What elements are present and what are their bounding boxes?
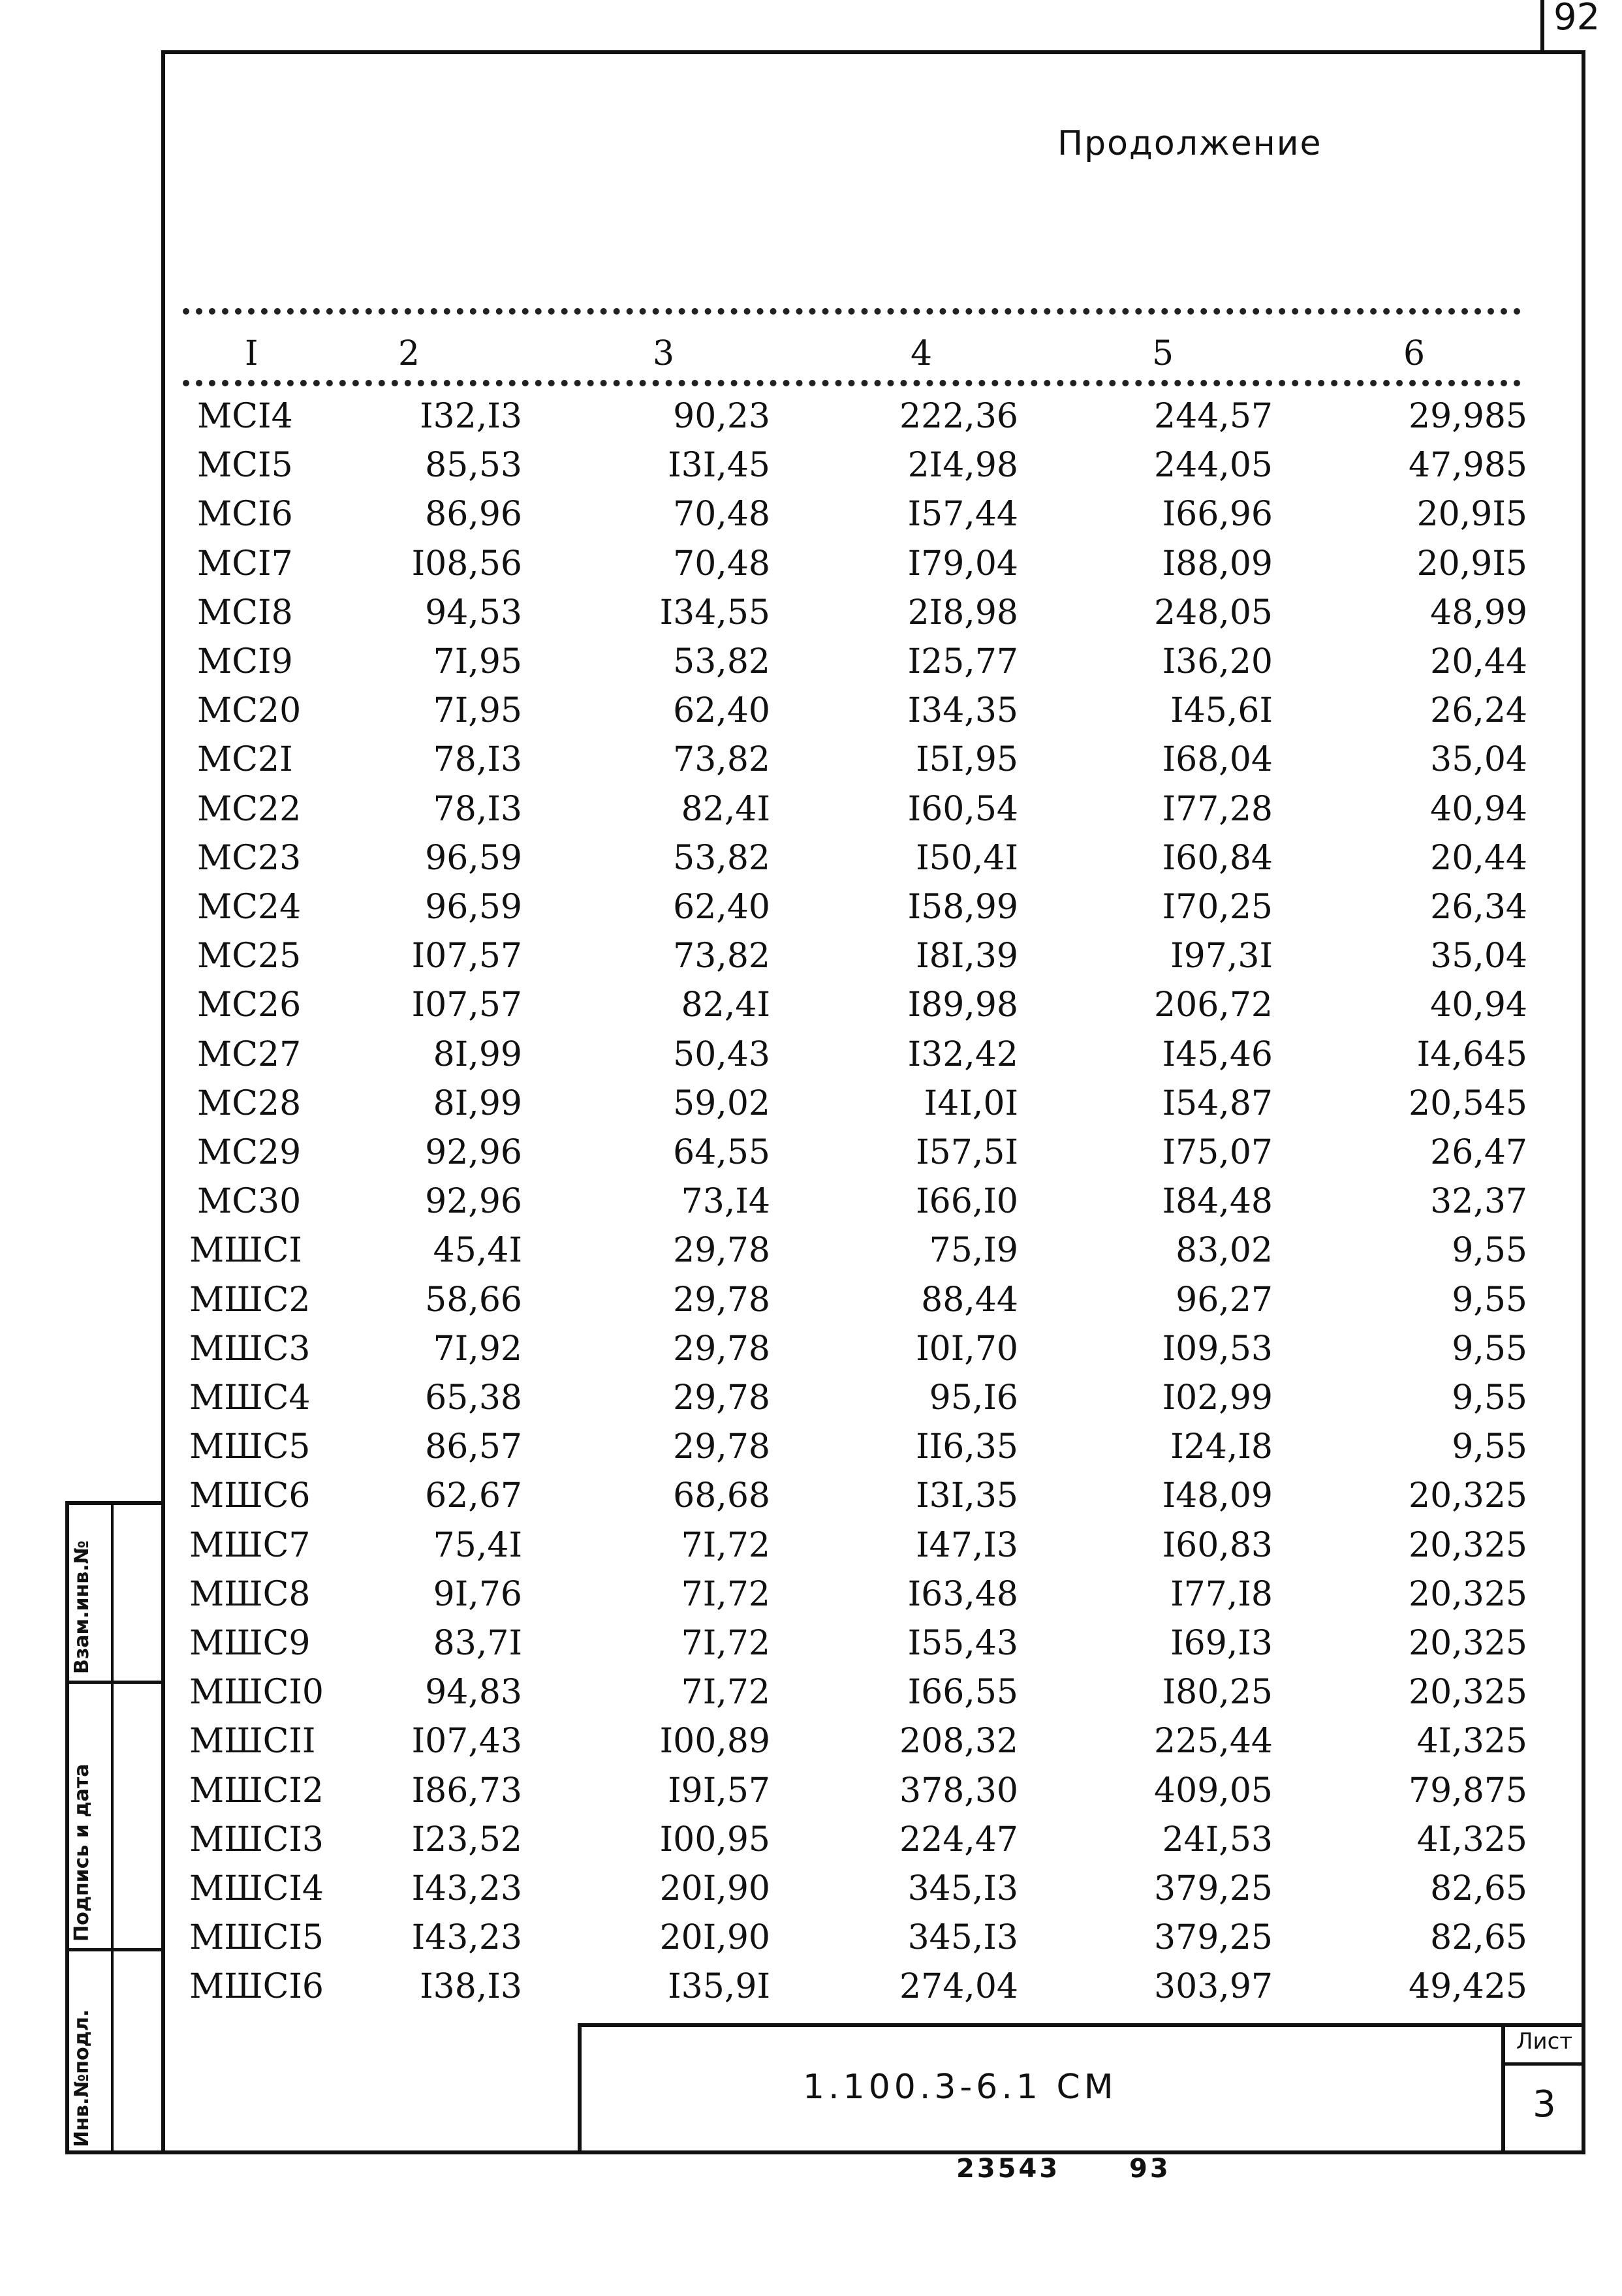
table-cell: 59,02 [673,1083,770,1123]
table-cell: I60,83 [1162,1525,1273,1565]
table-cell: 7I,72 [681,1624,770,1663]
row-mark: MCI7 [197,544,293,583]
row-mark: MCI5 [197,446,293,486]
document-code: 1.100.3-6.1 СМ [803,2068,1117,2107]
table-cell: 32,37 [1430,1182,1527,1222]
table-cell: 20,44 [1430,642,1527,681]
table-cell: 224,47 [899,1820,1018,1859]
table-cell: 96,59 [425,838,522,878]
table-cell: I4I,0I [924,1083,1018,1123]
table-cell: 70,48 [673,544,770,583]
table-cell: I25,77 [907,642,1018,681]
table-cell: I57,44 [907,495,1018,535]
row-mark: MC29 [197,1133,302,1172]
row-mark: MCI8 [197,593,293,632]
header-dotted-rule-bottom [183,380,1521,386]
row-mark: МШС9 [189,1624,311,1663]
sheet-box-divider [1501,2062,1585,2066]
table-cell: 20I,90 [659,1869,770,1908]
table-cell: 75,4I [433,1525,522,1565]
footer-page-number: 93 [1129,2154,1171,2184]
table-cell: I77,I8 [1170,1574,1273,1614]
row-mark: MC26 [197,985,302,1025]
table-cell: 96,59 [425,888,522,927]
table-cell: I77,28 [1162,789,1273,829]
table-cell: 20,9I5 [1416,495,1527,535]
footer-archive-number: 23543 [956,2154,1061,2184]
table-cell: 96,27 [1176,1280,1273,1320]
row-mark: MC27 [197,1034,302,1074]
table-cell: 88,44 [921,1280,1018,1320]
table-cell: I58,99 [907,888,1018,927]
table-cell: 8I,99 [433,1034,522,1074]
table-cell: I45,6I [1170,691,1273,731]
table-cell: I4,645 [1416,1034,1527,1074]
table-cell: I00,95 [659,1820,770,1859]
table-cell: I66,I0 [916,1182,1018,1222]
table-cell: I43,23 [411,1918,522,1958]
table-cell: 29,985 [1409,397,1527,436]
signature-date-label: Подпись и дата [70,1763,93,1942]
top-right-border-tick [1540,0,1544,50]
table-cell: I07,57 [411,937,522,976]
table-cell: 29,78 [673,1329,770,1369]
table-cell: 9,55 [1452,1378,1527,1418]
table-cell: 82,65 [1430,1918,1527,1958]
table-cell: 29,78 [673,1231,770,1271]
row-mark: МШС8 [189,1574,311,1614]
table-cell: 45,4I [433,1231,522,1271]
table-cell: 9,55 [1452,1231,1527,1271]
table-cell: 7I,72 [681,1525,770,1565]
row-mark: МШС2 [189,1280,311,1320]
table-cell: I38,I3 [420,1967,522,2007]
row-mark: МШСI0 [189,1673,324,1713]
table-cell: 92,96 [425,1182,522,1222]
table-cell: I57,5I [916,1133,1018,1172]
table-cell: I9I,57 [668,1771,770,1810]
table-cell: 9,55 [1452,1329,1527,1369]
table-cell: I32,42 [907,1034,1018,1074]
row-mark: МШСII [189,1722,316,1761]
table-cell: 20,325 [1409,1574,1527,1614]
stamp-strip-divider [111,1501,114,2154]
table-cell: I09,53 [1162,1329,1273,1369]
table-cell: I24,I8 [1170,1427,1273,1467]
table-cell: 9I,76 [433,1574,522,1614]
table-cell: 78,I3 [433,740,522,780]
table-cell: 20,325 [1409,1624,1527,1663]
table-cell: 62,67 [425,1476,522,1516]
stamp-strip-separator [65,1948,161,1951]
table-cell: 409,05 [1154,1771,1273,1810]
table-cell: I88,09 [1162,544,1273,583]
table-cell: I02,99 [1162,1378,1273,1418]
table-cell: 2I4,98 [907,446,1018,486]
table-cell: 78,I3 [433,789,522,829]
row-mark: MC23 [197,838,302,878]
table-cell: 7I,92 [433,1329,522,1369]
table-cell: 35,04 [1430,740,1527,780]
table-cell: 7I,72 [681,1673,770,1713]
table-cell: I70,25 [1162,888,1273,927]
table-cell: 40,94 [1430,789,1527,829]
table-cell: I54,87 [1162,1083,1273,1123]
table-cell: I75,07 [1162,1133,1273,1172]
table-cell: 82,4I [681,789,770,829]
table-cell: 225,44 [1154,1722,1273,1761]
table-cell: 20,325 [1409,1673,1527,1713]
table-cell: I68,04 [1162,740,1273,780]
table-cell: 53,82 [673,642,770,681]
stamp-strip-separator [65,1681,161,1684]
table-cell: 82,4I [681,985,770,1025]
table-cell: 65,38 [425,1378,522,1418]
table-cell: I84,48 [1162,1182,1273,1222]
table-cell: I69,I3 [1170,1624,1273,1663]
table-cell: 49,425 [1409,1967,1527,2007]
table-cell: 58,66 [425,1280,522,1320]
table-cell: I34,55 [659,593,770,632]
table-cell: 208,32 [899,1722,1018,1761]
table-cell: I60,54 [907,789,1018,829]
table-cell: 378,30 [899,1771,1018,1810]
table-cell: I07,43 [411,1722,522,1761]
table-cell: 248,05 [1154,593,1273,632]
table-cell: I07,57 [411,985,522,1025]
table-cell: 345,I3 [907,1918,1018,1958]
table-cell: 82,65 [1430,1869,1527,1908]
table-cell: 48,99 [1430,593,1527,632]
table-cell: I00,89 [659,1722,770,1761]
column-header: I [245,334,258,373]
table-cell: 2I8,98 [907,593,1018,632]
table-cell: I3I,45 [668,446,770,486]
table-cell: I32,I3 [420,397,522,436]
table-cell: I23,52 [411,1820,522,1859]
row-mark: МШС7 [189,1525,311,1565]
table-cell: I36,20 [1162,642,1273,681]
table-cell: 29,78 [673,1280,770,1320]
original-inv-no-label: Инв.№подл. [70,2009,93,2147]
row-mark: МШСI2 [189,1771,324,1810]
table-cell: 85,53 [425,446,522,486]
table-cell: 244,57 [1154,397,1273,436]
table-cell: 26,24 [1430,691,1527,731]
table-cell: I35,9I [668,1967,770,2007]
table-cell: 379,25 [1154,1918,1273,1958]
table-cell: 62,40 [673,691,770,731]
row-mark: МШС3 [189,1329,311,1369]
row-mark: MC20 [197,691,302,731]
table-cell: 9,55 [1452,1280,1527,1320]
row-mark: MCI9 [197,642,293,681]
table-cell: 7I,72 [681,1574,770,1614]
table-cell: 86,96 [425,495,522,535]
table-cell: 53,82 [673,838,770,878]
table-cell: I63,48 [907,1574,1018,1614]
column-header: 3 [653,334,675,373]
row-mark: МШСI [189,1231,302,1271]
continuation-label: Продолжение [1057,124,1322,163]
table-cell: I48,09 [1162,1476,1273,1516]
table-cell: 244,05 [1154,446,1273,486]
row-mark: МШС4 [189,1378,311,1418]
table-cell: 26,47 [1430,1133,1527,1172]
table-cell: 79,875 [1409,1771,1527,1810]
table-cell: 68,68 [673,1476,770,1516]
table-cell: 9,55 [1452,1427,1527,1467]
table-cell: 70,48 [673,495,770,535]
table-cell: 4I,325 [1416,1820,1527,1859]
table-cell: II6,35 [916,1427,1018,1467]
table-cell: 7I,95 [433,691,522,731]
table-cell: I60,84 [1162,838,1273,878]
table-cell: I55,43 [907,1624,1018,1663]
table-cell: 379,25 [1154,1869,1273,1908]
table-cell: I80,25 [1162,1673,1273,1713]
row-mark: MCI4 [197,397,293,436]
column-header: 5 [1152,334,1174,373]
row-mark: МШСI6 [189,1967,324,2007]
table-cell: 222,36 [899,397,1018,436]
sheet-number: 3 [1533,2083,1556,2126]
table-cell: 40,94 [1430,985,1527,1025]
table-cell: I47,I3 [916,1525,1018,1565]
row-mark: МШСI4 [189,1869,324,1908]
column-header: 2 [398,334,420,373]
table-cell: I86,73 [411,1771,522,1810]
table-cell: I43,23 [411,1869,522,1908]
row-mark: MC2I [197,740,293,780]
table-cell: 20I,90 [659,1918,770,1958]
table-cell: 26,34 [1430,888,1527,927]
table-cell: I66,55 [907,1673,1018,1713]
row-mark: МШСI5 [189,1918,324,1958]
row-mark: МШС6 [189,1476,311,1516]
page-corner-number: 92 [1553,0,1600,39]
column-header: 6 [1403,334,1426,373]
table-cell: 94,83 [425,1673,522,1713]
header-dotted-rule-top [183,308,1521,315]
row-mark: МШСI3 [189,1820,324,1859]
table-cell: 83,02 [1176,1231,1273,1271]
table-cell: 20,44 [1430,838,1527,878]
table-cell: I5I,95 [916,740,1018,780]
table-cell: 20,325 [1409,1525,1527,1565]
table-cell: 64,55 [673,1133,770,1172]
table-cell: 83,7I [433,1624,522,1663]
table-cell: 47,985 [1409,446,1527,486]
table-cell: I79,04 [907,544,1018,583]
table-cell: 94,53 [425,593,522,632]
row-mark: MC24 [197,888,302,927]
table-cell: 345,I3 [907,1869,1018,1908]
table-cell: I50,4I [916,838,1018,878]
table-cell: 20,545 [1409,1083,1527,1123]
table-cell: 303,97 [1154,1967,1273,2007]
table-cell: 73,82 [673,740,770,780]
table-cell: 73,I4 [681,1182,770,1222]
table-cell: I89,98 [907,985,1018,1025]
table-cell: 86,57 [425,1427,522,1467]
table-cell: 274,04 [899,1967,1018,2007]
column-header: 4 [911,334,933,373]
table-cell: I08,56 [411,544,522,583]
table-cell: 90,23 [673,397,770,436]
sheet-label: Лист [1516,2028,1573,2055]
table-cell: I0I,70 [916,1329,1018,1369]
table-cell: I97,3I [1170,937,1273,976]
replacement-inv-no-label: Взам.инв.№ [70,1540,93,1674]
table-cell: I66,96 [1162,495,1273,535]
table-cell: 50,43 [673,1034,770,1074]
table-cell: I8I,39 [916,937,1018,976]
table-cell: 35,04 [1430,937,1527,976]
row-mark: MC22 [197,789,302,829]
table-cell: 20,9I5 [1416,544,1527,583]
table-cell: 73,82 [673,937,770,976]
table-cell: 62,40 [673,888,770,927]
table-cell: 7I,95 [433,642,522,681]
table-cell: I45,46 [1162,1034,1273,1074]
table-cell: 24I,53 [1162,1820,1273,1859]
row-mark: MC25 [197,937,302,976]
row-mark: MC28 [197,1083,302,1123]
table-cell: 29,78 [673,1427,770,1467]
table-cell: I34,35 [907,691,1018,731]
table-cell: I3I,35 [916,1476,1018,1516]
table-cell: 206,72 [1154,985,1273,1025]
table-cell: 92,96 [425,1133,522,1172]
row-mark: MCI6 [197,495,293,535]
table-cell: 8I,99 [433,1083,522,1123]
table-cell: 75,I9 [929,1231,1018,1271]
row-mark: MC30 [197,1182,302,1222]
table-cell: 29,78 [673,1378,770,1418]
table-cell: 95,I6 [929,1378,1018,1418]
row-mark: МШС5 [189,1427,311,1467]
table-cell: 20,325 [1409,1476,1527,1516]
table-cell: 4I,325 [1416,1722,1527,1761]
